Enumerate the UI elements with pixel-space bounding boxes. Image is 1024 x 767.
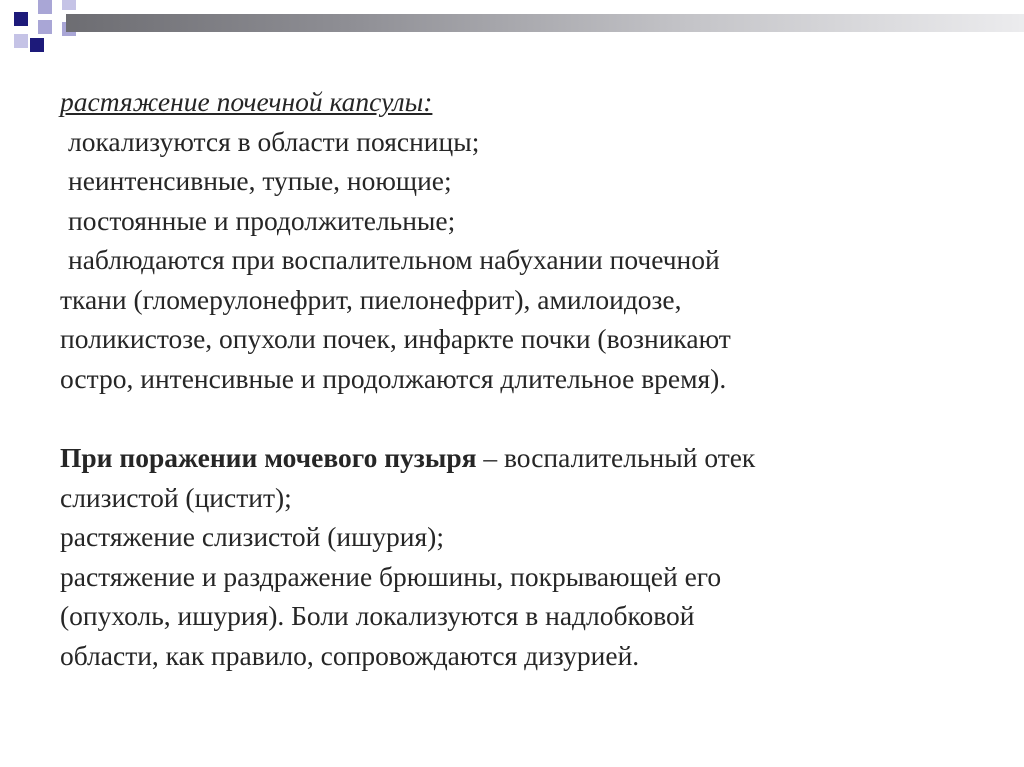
decorative-square-lavender — [38, 0, 52, 14]
paragraph-line: (опухоль, ишурия). Боли локализуются в надлобковой — [60, 600, 695, 631]
paragraph-line: остро, интенсивные и продолжаются длительное время). — [60, 362, 727, 394]
spacer — [60, 398, 960, 438]
section-heading: растяжение почечной капсулы: — [60, 86, 433, 117]
paragraph-line: растяжение и раздражение брюшины, покрывающей его — [60, 560, 722, 592]
paragraph-line: ткани (гломерулонефрит, пиелонефрит), амилоидозе, — [60, 283, 682, 315]
top-decorative-bar — [66, 14, 1024, 32]
bullet-line: постоянные и продолжительные; — [68, 204, 456, 236]
paragraph-line: слизистой (цистит); — [60, 481, 292, 513]
paragraph-line: поликистозе, опухоли почек, инфаркте почки (возникают — [60, 323, 731, 354]
bullet-line: неинтенсивные, тупые, ноющие; — [68, 165, 452, 196]
bullet-line: локализуются в области поясницы; — [68, 125, 480, 157]
paragraph-line: растяжение слизистой (ишурия); — [60, 521, 444, 552]
paragraph-line — [60, 438, 960, 478]
decorative-square-lavender — [62, 0, 76, 10]
slide-body — [60, 82, 960, 675]
decorative-square-lavender — [38, 20, 52, 34]
paragraph-line: области, как правило, сопровождаются дизурией. — [60, 639, 640, 671]
bold-lead: При поражении мочевого пузыря — [60, 442, 477, 473]
decorative-square-navy — [30, 38, 44, 52]
decorative-square-lavender — [14, 34, 28, 48]
lead-rest: – воспалительный отек — [476, 442, 756, 473]
decorative-square-navy — [14, 12, 28, 26]
paragraph-line: наблюдаются при воспалительном набухании почечной — [68, 244, 720, 275]
